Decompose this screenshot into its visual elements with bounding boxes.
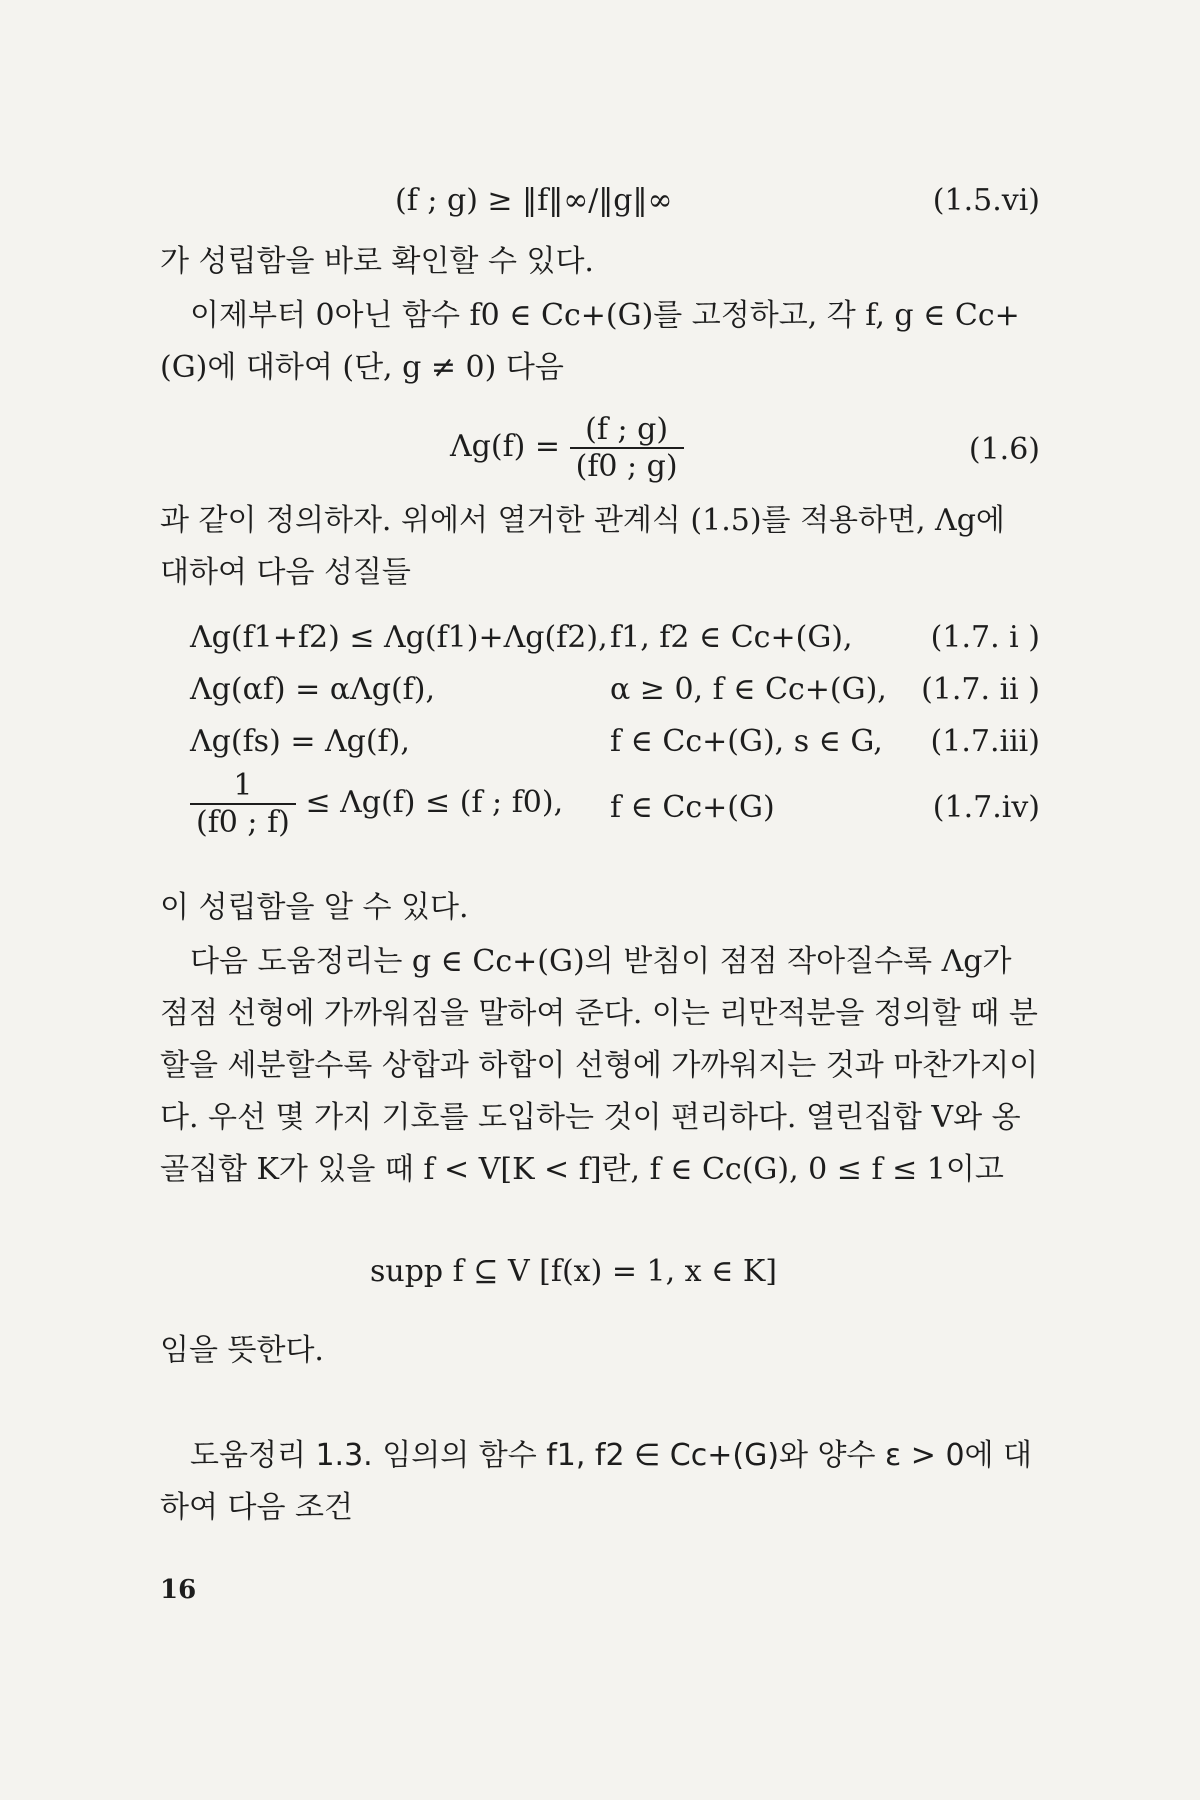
- fraction-numerator: 1: [233, 768, 253, 803]
- page-number: 16: [160, 1575, 197, 1605]
- equation-1-7-ii: Λg(αf) = αΛg(f),: [190, 672, 436, 707]
- equation-1-6: [450, 412, 684, 484]
- equation-condition: α ≥ 0, f ∈ Cc+(G),: [610, 672, 887, 707]
- equation-condition: f ∈ Cc+(G), s ∈ G,: [610, 724, 883, 759]
- equation-number: (1.7.iv): [932, 790, 1040, 825]
- equation-number: (1.7. i ): [930, 620, 1040, 655]
- equation-number: (1.5.vi): [932, 183, 1040, 218]
- fraction-denominator: (f0 ; f): [190, 803, 296, 840]
- equation-1-7-iv: [190, 768, 563, 840]
- equation-condition: f ∈ Cc+(G): [610, 790, 775, 825]
- equation-1-5-vi: (f ; g) ≥ ‖f‖∞/‖g‖∞: [395, 183, 673, 218]
- equation-number: (1.6): [968, 432, 1040, 467]
- paragraph: 과 같이 정의하자. 위에서 열거한 관계식 (1.5)를 적용하면, Λg에 대하여 다음 성질들: [160, 503, 1005, 590]
- lemma-1-3: 도움정리 1.3. 임의의 함수 f1, f2 ∈ Cc+(G)와 양수 ε > 0에 대하여 다음 조건: [160, 1438, 1033, 1525]
- equation-lhs: Λg(f) =: [450, 429, 561, 464]
- equation-number: (1.7. ii ): [921, 672, 1040, 707]
- paragraph: 다음 도움정리는 g ∈ Cc+(G)의 받침이 점점 작아질수록 Λg가 점점 선형에 가까워짐을 말하여 준다. 이는 리만적분을 정의할 때 분할을 세분할수록 상합과 하합이 선형에 가까워지는 것과 마찬가지이다. 우선 몇 가지 기호를 도입하는 것이 편리하다. 열린집합 V와 옹골집합 K가 있을 때 f < V[K < f]란, f ∈ Cc(G), 0 ≤ f ≤ 1이고: [160, 944, 1039, 1187]
- paragraph: 임을 뜻한다.: [160, 1333, 324, 1368]
- equation-body: ≤ Λg(f) ≤ (f ; f0),: [305, 785, 564, 820]
- fraction: [190, 768, 296, 840]
- equation-condition: f1, f2 ∈ Cc+(G),: [610, 620, 853, 655]
- paragraph: 가 성립함을 바로 확인할 수 있다.: [160, 244, 594, 279]
- equation-1-7-iii: Λg(fs) = Λg(f),: [190, 724, 410, 759]
- equation-1-7-i: Λg(f1+f2) ≤ Λg(f1)+Λg(f2),: [190, 620, 608, 655]
- fraction: [570, 412, 684, 484]
- supp-condition: supp f ⊆ V [f(x) = 1, x ∈ K]: [370, 1254, 777, 1289]
- paragraph: 이제부터 0아닌 함수 f0 ∈ Cc+(G)를 고정하고, 각 f, g ∈ Cc+(G)에 대하여 (단, g ≠ 0) 다음: [160, 298, 1020, 385]
- paragraph: 이 성립함을 알 수 있다.: [160, 890, 469, 925]
- fraction-numerator: (f ; g): [585, 412, 669, 447]
- equation-number: (1.7.iii): [930, 724, 1040, 759]
- fraction-denominator: (f0 ; g): [570, 447, 684, 484]
